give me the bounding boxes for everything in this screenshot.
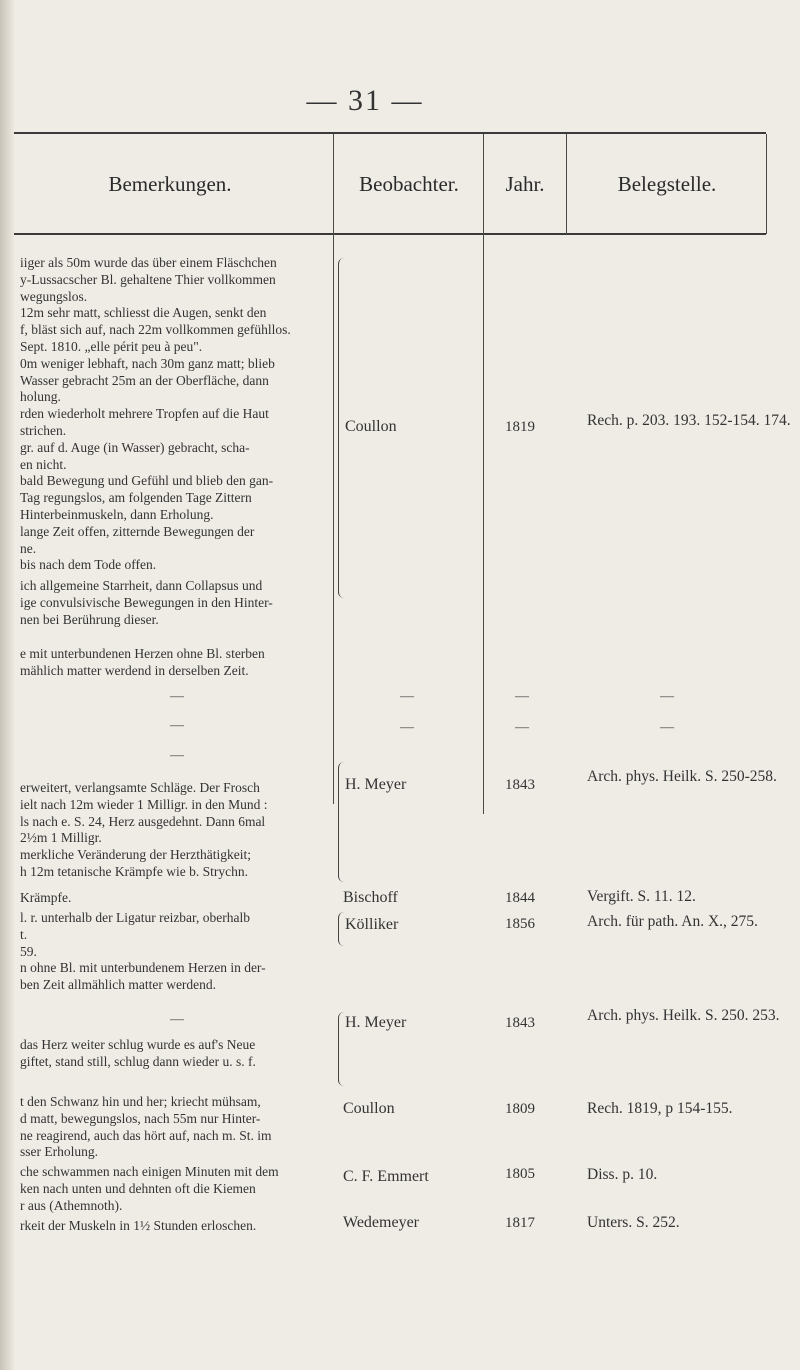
dash-marker: —: [170, 748, 184, 763]
source-rech-203: Rech. p. 203. 193. 152-154. 174.: [587, 412, 791, 429]
dash-marker: —: [660, 689, 674, 704]
observer-emmert: C. F. Emmert: [343, 1168, 429, 1185]
observer-meyer-1843-b: H. Meyer: [345, 1014, 407, 1031]
year-1817: 1817: [505, 1215, 535, 1231]
column-divider-remarks: [333, 134, 334, 804]
header-year: Jahr.: [505, 172, 545, 196]
source-vergift: Vergift. S. 11. 12.: [587, 888, 696, 905]
observer-coullon-1819: Coullon: [345, 418, 397, 435]
remarks-entry-6: t den Schwanz hin und her; kriecht mühsam, d matt, bewegungslos, nach 55m nur Hinter- ne reagirend, auch das hört auf, nach m. St. im sser Erholung.: [20, 1094, 272, 1160]
dash-marker: —: [400, 720, 414, 735]
dash-marker: —: [400, 689, 414, 704]
observer-koelliker: Kölliker: [345, 916, 399, 933]
year-1843-b: 1843: [505, 1015, 535, 1031]
brace-koelliker: [338, 912, 345, 946]
year-1809: 1809: [505, 1101, 535, 1117]
year-1844: 1844: [505, 890, 535, 906]
remarks-entry-4: l. r. unterhalb der Ligatur reizbar, oberhalb t. 59. n ohne Bl. mit unterbundenem Herzen in der- ben Zeit allmählich matter werdend.: [20, 910, 266, 993]
table-top-rule: [14, 132, 766, 134]
source-arch-phys-258: Arch. phys. Heilk. S. 250-258.: [587, 768, 777, 785]
page-number: — 31 —: [306, 84, 424, 117]
remarks-entry-3: Krämpfe.: [20, 890, 72, 905]
brace-coullon-1: [338, 258, 345, 598]
table-header-rule: [14, 233, 766, 235]
remarks-entry-1c: e mit unterbundenen Herzen ohne Bl. sterben mählich matter werdend in derselben Zeit.: [20, 646, 265, 678]
table-right-rule: [766, 134, 767, 234]
dash-marker: —: [170, 689, 184, 704]
observer-coullon-1809: Coullon: [343, 1100, 395, 1117]
source-arch-path: Arch. für path. An. X., 275.: [587, 913, 758, 930]
source-diss: Diss. p. 10.: [587, 1166, 658, 1183]
dash-marker: —: [515, 689, 529, 704]
source-rech-1819: Rech. 1819, p 154-155.: [587, 1100, 733, 1117]
remarks-entry-7: che schwammen nach einigen Minuten mit dem ken nach unten und dehnten oft die Kiemen r aus (Athemnoth).: [20, 1164, 279, 1213]
dash-marker: —: [170, 718, 184, 733]
header-observer: Beobachter.: [359, 172, 459, 196]
year-1805: 1805: [505, 1166, 535, 1182]
source-arch-phys-253: Arch. phys. Heilk. S. 250. 253.: [587, 1007, 780, 1024]
remarks-entry-2: erweitert, verlangsamte Schläge. Der Frosch ielt nach 12m wieder 1 Milligr. in den Mund : ls nach e. S. 24, Herz ausgedehnt. Dann 6mal 2½m 1 Milligr. merkliche Veränderung der Herzthätigkeit; h 12m tetanische Krämpfe wie b. Strychn.: [20, 780, 268, 879]
dash-marker: —: [170, 1012, 184, 1027]
remarks-entry-8: rkeit der Muskeln in 1½ Stunden erloschen.: [20, 1218, 257, 1233]
page-binding-edge: [0, 0, 14, 1370]
observer-wedemeyer: Wedemeyer: [343, 1214, 419, 1231]
brace-meyer-2: [338, 1012, 345, 1086]
header-remarks: Bemerkungen.: [108, 172, 232, 196]
source-unters: Unters. S. 252.: [587, 1214, 680, 1231]
year-1819: 1819: [505, 419, 535, 435]
dash-marker: —: [515, 720, 529, 735]
brace-meyer-1: [338, 762, 345, 882]
observer-meyer-1843: H. Meyer: [345, 776, 407, 793]
column-divider-observer: [483, 134, 484, 814]
remarks-entry-1b: ich allgemeine Starrheit, dann Collapsus und ige convulsivische Bewegungen in den Hinter- nen bei Berührung dieser.: [20, 578, 273, 627]
header-source: Belegstelle.: [617, 172, 717, 196]
observer-bischoff: Bischoff: [343, 889, 398, 906]
column-divider-year: [566, 134, 567, 234]
remarks-entry-5: das Herz weiter schlug wurde es auf's Neue giftet, stand still, schlug dann wieder u. s. f.: [20, 1037, 256, 1069]
remarks-entry-1a: iiger als 50m wurde das über einem Fläschchen y-Lussacscher Bl. gehaltene Thier vollkommen wegungslos. 12m sehr matt, schliesst die Augen, senkt den f, bläst sich auf, nach 22m vollkommen gefühllos. Sept. 1810. „elle périt peu à peu". 0m weniger lebhaft, nach 30m ganz matt; blieb Wasser gebracht 25m an der Oberfläche, dann holung. rden wiederholt mehrere Tropfen auf die Haut strichen. gr. auf d. Auge (in Wasser) gebracht, scha- en nicht. bald Bewegung und Gefühl und blieb den gan- Tag regungslos, am folgenden Tage Zittern Hinterbeinmuskeln, dann Erholung. lange Zeit offen, zitternde Bewegungen der ne. bis nach dem Tode offen.: [20, 255, 291, 573]
year-1843: 1843: [505, 777, 535, 793]
dash-marker: —: [660, 720, 674, 735]
year-1856: 1856: [505, 916, 535, 932]
